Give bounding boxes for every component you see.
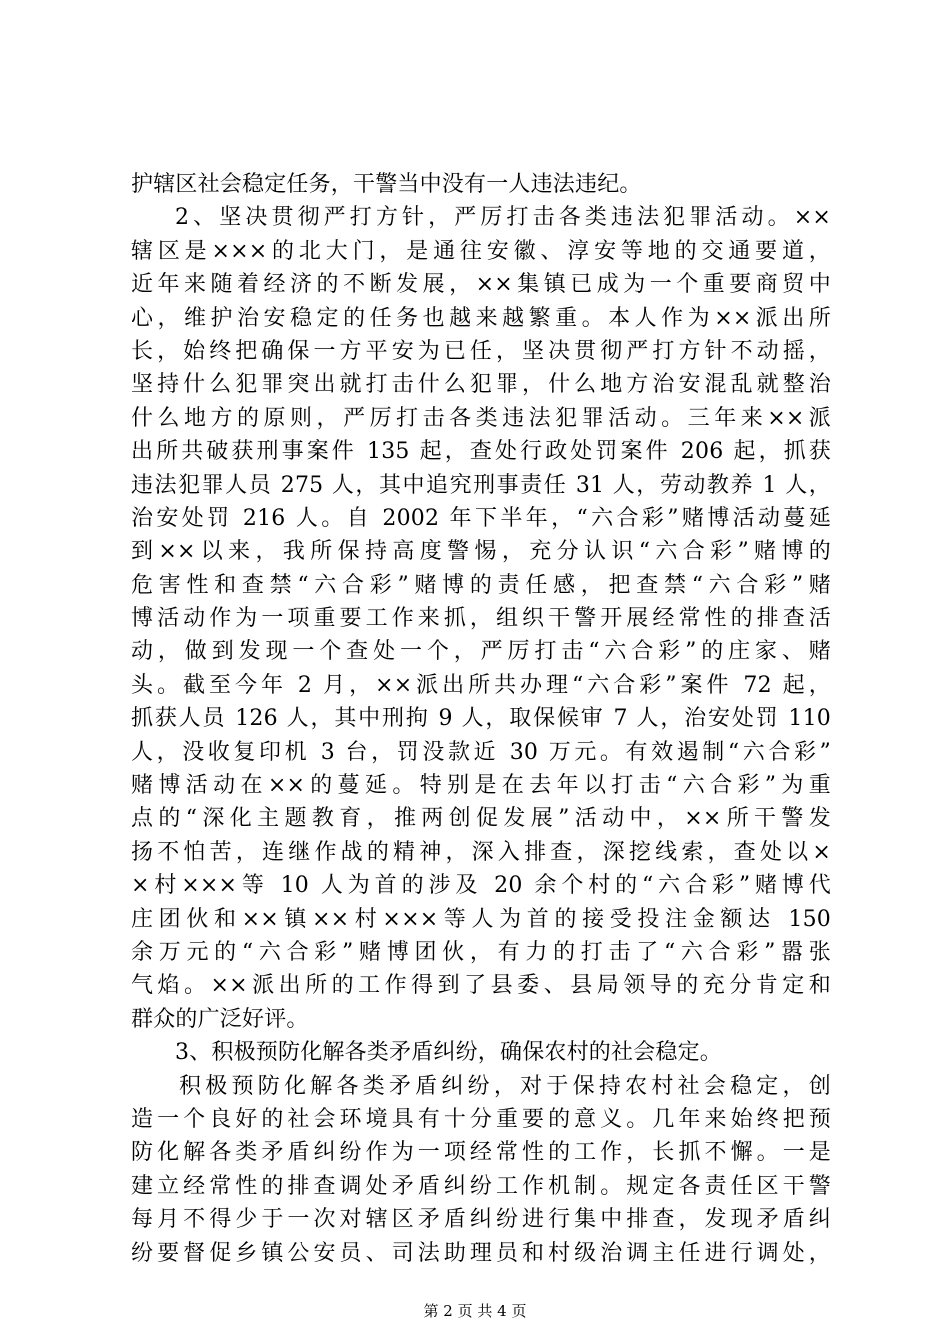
text-line: 违法犯罪人员 275 人，其中追究刑事责任 31 人，劳动教养 1 人， (131, 472, 831, 498)
body-text (131, 168, 831, 1270)
text-line: 积极预防化解各类矛盾纠纷，对于保持农村社会稳定，创 (179, 1073, 831, 1099)
text-line: 每月不得少于一次对辖区矛盾纠纷进行集中排查，发现矛盾纠 (131, 1207, 831, 1233)
text-line: 出所共破获刑事案件 135 起，查处行政处罚案件 206 起，抓获 (131, 439, 831, 465)
text-line: 防化解各类矛盾纠纷作为一项经常性的工作，长抓不懈。一是 (131, 1140, 831, 1166)
text-line: 建立经常性的排查调处矛盾纠纷工作机制。规定各责任区干警 (131, 1173, 831, 1199)
text-line: 群众的广泛好评。 (131, 1006, 309, 1032)
text-line: 治安处罚 216 人。自 2002 年下半年，“六合彩”赌博活动蔓延 (131, 505, 831, 531)
text-line: 危害性和查禁“六合彩”赌博的责任感，把查禁“六合彩”赌 (131, 572, 831, 598)
text-line: 气焰。××派出所的工作得到了县委、县局领导的充分肯定和 (131, 973, 831, 999)
text-line: 2、坚决贯彻严打方针，严厉打击各类违法犯罪活动。×× (175, 205, 831, 231)
section-heading: 3、积极预防化解各类矛盾纠纷，确保农村的社会稳定。 (175, 1040, 722, 1066)
text-line: 近年来随着经济的不断发展，××集镇已成为一个重要商贸中 (131, 272, 831, 298)
text-line: 点的“深化主题教育，推两创促发展”活动中，××所干警发 (131, 806, 831, 832)
text-line: 余万元的“六合彩”赌博团伙，有力的打击了“六合彩”嚣张 (131, 939, 831, 965)
text-line: 人，没收复印机 3 台，罚没款近 30 万元。有效遏制“六合彩” (131, 739, 831, 765)
text-line: 抓获人员 126 人，其中刑拘 9 人，取保候审 7 人，治安处罚 110 (131, 706, 831, 732)
text-line: 造一个良好的社会环境具有十分重要的意义。几年来始终把预 (131, 1106, 831, 1132)
text-line: 赌博活动在××的蔓延。特别是在去年以打击“六合彩”为重 (131, 773, 831, 799)
text-line: 纷要督促乡镇公安员、司法助理员和村级治调主任进行调处， (131, 1240, 831, 1266)
text-line: 什么地方的原则，严厉打击各类违法犯罪活动。三年来××派 (131, 405, 831, 431)
text-line: 头。截至今年 2 月，××派出所共办理“六合彩”案件 72 起， (131, 672, 831, 698)
text-line: 到××以来，我所保持高度警惕，充分认识“六合彩”赌博的 (131, 539, 831, 565)
text-line: 坚持什么犯罪突出就打击什么犯罪，什么地方治安混乱就整治 (131, 372, 831, 398)
text-line: 心，维护治安稳定的任务也越来越繁重。本人作为××派出所 (131, 305, 831, 331)
text-line: ×村×××等 10 人为首的涉及 20 余个村的“六合彩”赌博代 (131, 873, 831, 899)
text-line: 护辖区社会稳定任务，干警当中没有一人违法违纪。 (131, 172, 642, 197)
text-line: 扬不怕苦，连继作战的精神，深入排查，深挖线索，查处以× (131, 839, 831, 865)
page-number: 第 2 页 共 4 页 (423, 1302, 527, 1320)
text-line: 动，做到发现一个查处一个，严厉打击“六合彩”的庄家、赌 (131, 639, 831, 665)
text-line: 长，始终把确保一方平安为已任，坚决贯彻严打方针不动摇， (131, 338, 831, 364)
text-line: 辖区是×××的北大门，是通往安徽、淳安等地的交通要道， (131, 238, 831, 264)
text-line: 博活动作为一项重要工作来抓，组织干警开展经常性的排查活 (131, 606, 831, 632)
text-line: 庄团伙和××镇××村×××等人为首的接受投注金额达 150 (131, 906, 831, 932)
